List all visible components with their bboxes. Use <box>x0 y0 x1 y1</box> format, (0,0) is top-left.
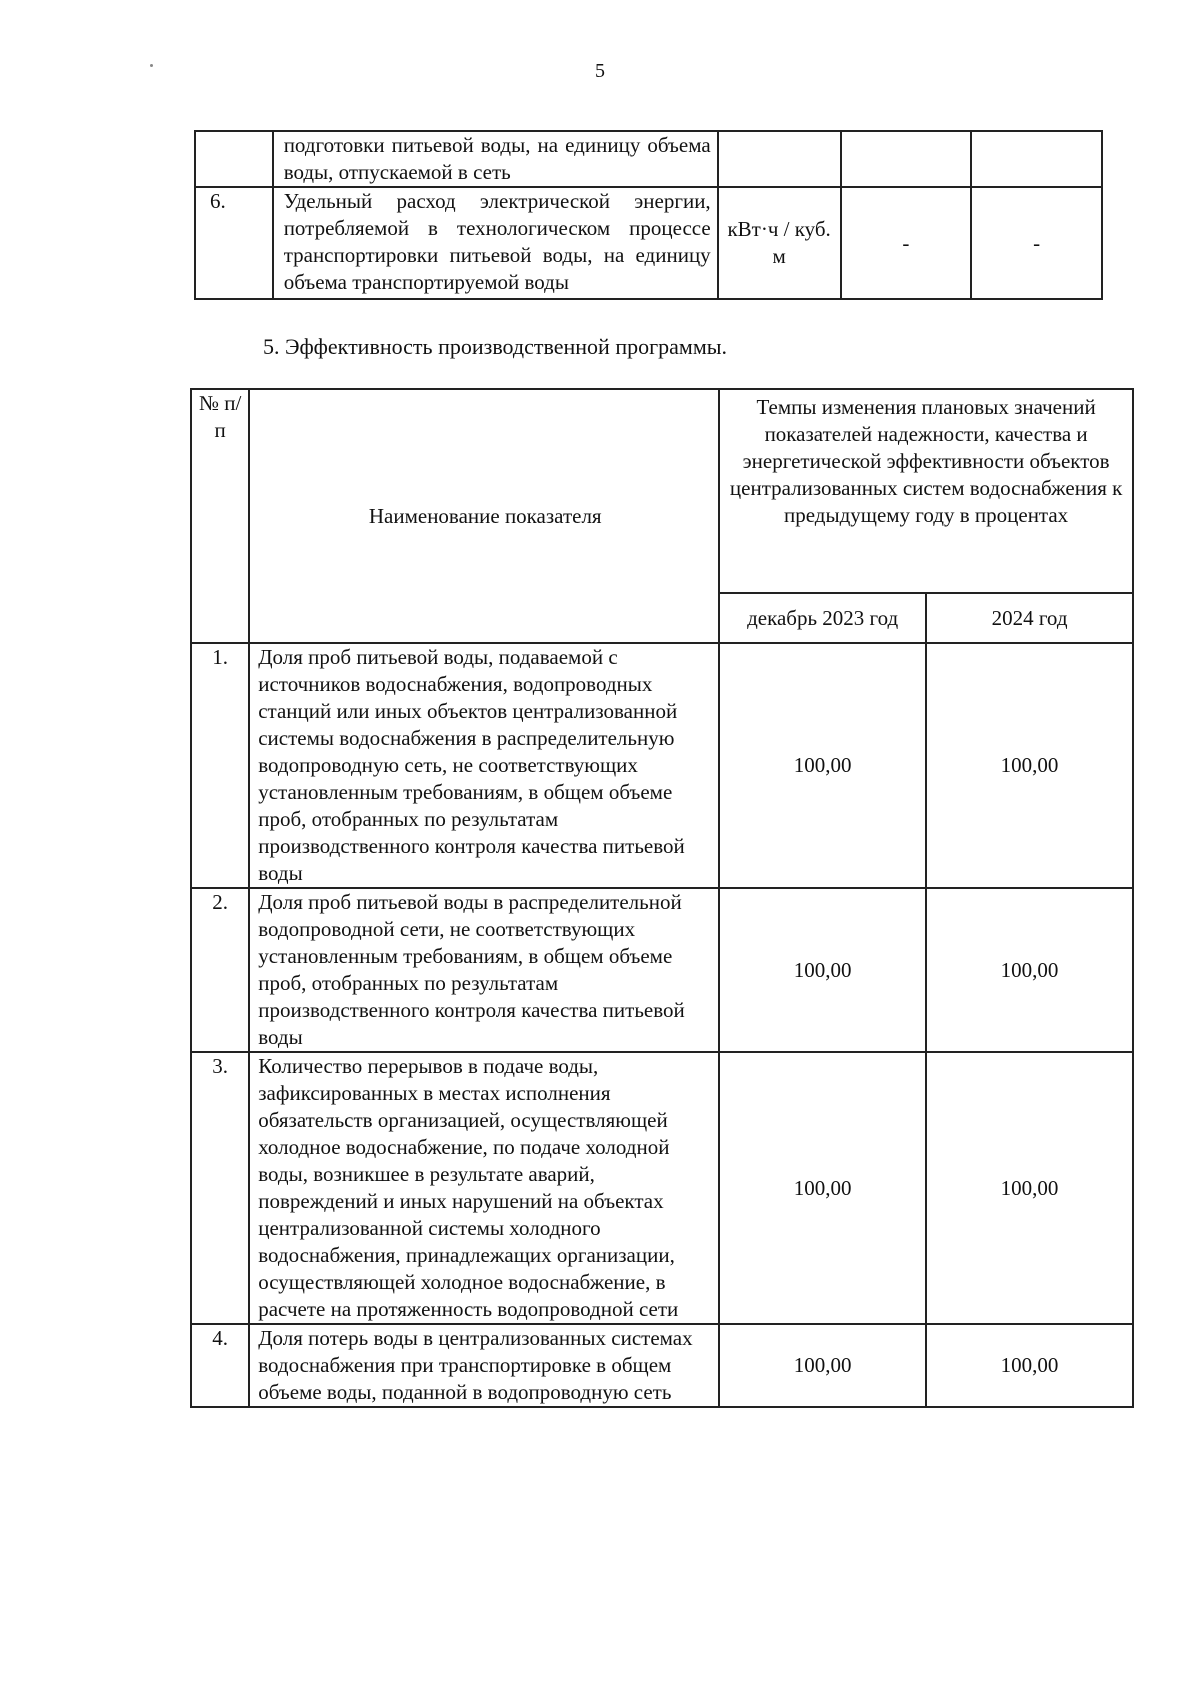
table-row <box>195 187 1102 299</box>
table-row <box>195 131 1102 187</box>
indicator-name: Удельный расход электрической энергии, потребляемой в технологическом процессе транспортировки питьевой воды, на единицу объема транспортируемой воды <box>273 187 718 299</box>
indicator-name: Доля потерь воды в централизованных системах водоснабжения при транспортировке в общем объеме воды, поданной в водопроводную сеть <box>249 1324 719 1407</box>
value-cell <box>971 131 1102 187</box>
table-row <box>191 643 1133 888</box>
table-header-row <box>191 389 1133 593</box>
header-col-dec-2023: декабрь 2023 год <box>719 593 926 643</box>
continued-indicators-table <box>194 130 1103 300</box>
header-col-2024: 2024 год <box>926 593 1133 643</box>
value-cell: 100,00 <box>926 1052 1133 1324</box>
value-cell: 100,00 <box>926 888 1133 1052</box>
value-cell: 100,00 <box>719 1324 926 1407</box>
header-num: № п/п <box>191 389 249 643</box>
page-number: 5 <box>595 60 605 82</box>
indicator-name: подготовки питьевой воды, на единицу объема воды, отпускаемой в сеть <box>273 131 718 187</box>
indicator-name: Доля проб питьевой воды в распределительной водопроводной сети, не соответствующих установленным требованиям, в общем объеме проб, отобранных по результатам производственного контроля качества питьевой воды <box>249 888 719 1052</box>
section-title: 5. Эффективность производственной программы. <box>263 334 728 359</box>
value-cell <box>841 131 972 187</box>
row-number: 4. <box>191 1324 249 1407</box>
row-number: 2. <box>191 888 249 1052</box>
row-number: 1. <box>191 643 249 888</box>
value-cell: 100,00 <box>719 888 926 1052</box>
header-name: Наименование показателя <box>249 389 719 643</box>
value-cell: - <box>841 187 972 299</box>
value-cell: 100,00 <box>719 643 926 888</box>
unit-cell <box>718 131 841 187</box>
value-cell: 100,00 <box>926 643 1133 888</box>
efficiency-table <box>190 388 1134 1408</box>
row-number: 6. <box>195 187 273 299</box>
value-cell: - <box>971 187 1102 299</box>
row-number: 3. <box>191 1052 249 1324</box>
indicator-name: Доля проб питьевой воды, подаваемой с источников водоснабжения, водопроводных станций или иных объектов централизованной системы водоснабжения в распределительную водопроводную сеть, не соответствующих установленным требованиям, в общем объеме проб, отобранных по результатам производственного контроля качества питьевой воды <box>249 643 719 888</box>
row-number <box>195 131 273 187</box>
table-row <box>191 888 1133 1052</box>
value-cell: 100,00 <box>926 1324 1133 1407</box>
table-row <box>191 1324 1133 1407</box>
unit-cell: кВт·ч / куб. м <box>718 187 841 299</box>
header-group: Темпы изменения плановых значений показателей надежности, качества и энергетической эффективности объектов централизованных систем водоснабжения к предыдущему году в процентах <box>719 389 1133 593</box>
value-cell: 100,00 <box>719 1052 926 1324</box>
table-row <box>191 1052 1133 1324</box>
indicator-name: Количество перерывов в подаче воды, зафиксированных в местах исполнения обязательств организацией, осуществляющей холодное водоснабжение, по подаче холодной воды, возникшее в результате аварий, повреждений и иных нарушений на объектах централизованной системы холодного водоснабжения, принадлежащих организации, осуществляющей холодное водоснабжение, в расчете на протяженность водопроводной сети <box>249 1052 719 1324</box>
